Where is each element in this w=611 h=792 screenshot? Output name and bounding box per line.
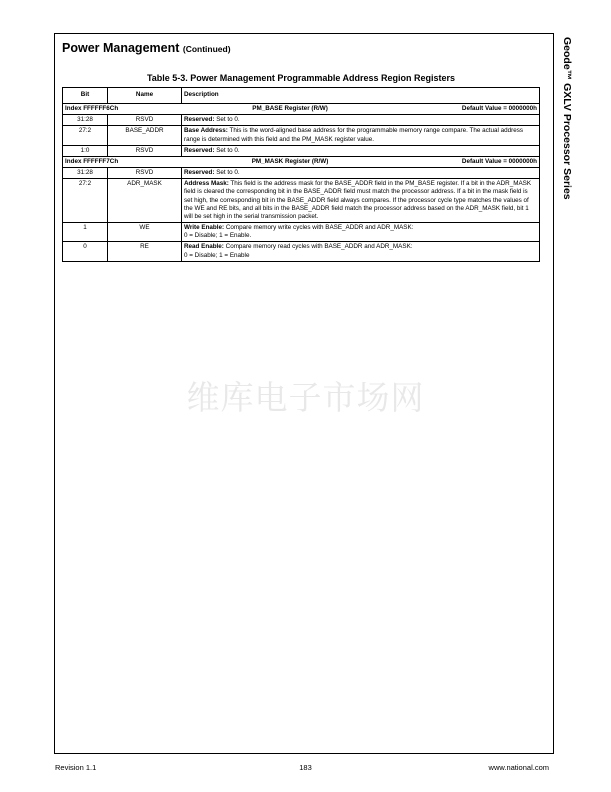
- cell-bit: 27:2: [63, 126, 108, 145]
- cell-name: RE: [108, 242, 182, 261]
- section-title: [62, 41, 231, 55]
- register-name: PM_BASE Register (R/W): [252, 105, 328, 112]
- cell-description: [182, 223, 540, 242]
- field-text: Set to 0.: [214, 146, 240, 154]
- header-bit: Bit: [63, 88, 108, 104]
- table-row: [63, 126, 540, 145]
- footer-revision: Revision 1.1: [55, 763, 97, 772]
- register-default: Default Value = 0000000h: [461, 105, 537, 112]
- cell-bit: 31:28: [63, 168, 108, 179]
- field-label: Write Enable:: [184, 224, 225, 232]
- register-index: Index FFFFFF7Ch: [65, 157, 119, 165]
- register-index-row: [63, 156, 540, 167]
- field-label: Base Address:: [184, 127, 228, 135]
- table-caption: Table 5-3. Power Management Programmable Address Region Registers: [146, 73, 456, 83]
- field-text-values: 0 = Disable; 1 = Enable: [184, 251, 250, 259]
- cell-name: WE: [108, 223, 182, 242]
- field-label: Address Mask:: [184, 180, 229, 188]
- footer-page-number: 183: [299, 763, 312, 772]
- field-label: Reserved:: [184, 116, 215, 124]
- cell-description: [182, 242, 540, 261]
- field-label: Reserved:: [184, 169, 215, 177]
- table-row: [63, 242, 540, 261]
- field-text-values: 0 = Disable; 1 = Enable.: [184, 232, 252, 240]
- cell-name: ADR_MASK: [108, 179, 182, 223]
- cell-name: RSVD: [108, 168, 182, 179]
- side-title-text: Geode™ GXLV Processor Series: [561, 37, 573, 200]
- table-header-row: [63, 88, 540, 104]
- register-name: PM_MASK Register (R/W): [251, 157, 329, 165]
- watermark: 维库电子市场网: [186, 378, 425, 417]
- field-text: This field is the address mask for the BASE_ADDR field in the PM_BASE register. If a bit in the ADR_MASK field is cleared the corresponding bit in the BASE_ADDR field must match the processor address. If a bit in the mask field is set high, the corresponding bit in the BASE_ADDR field always compares. If the processor cycle type matches the values of the WE and RE bits, and all bits in the BASE_ADDR field match the processor address based on the ADR_MASK field, bit 1 will be set high in the serial transmission packet.: [184, 180, 532, 220]
- cell-description: [182, 145, 540, 156]
- header-name: Name: [108, 88, 182, 104]
- section-continued: (Continued): [182, 44, 231, 54]
- table-row: [63, 115, 540, 126]
- cell-name: BASE_ADDR: [108, 126, 182, 145]
- cell-description: [182, 126, 540, 145]
- cell-bit: 1: [63, 223, 108, 242]
- table-row: [63, 223, 540, 242]
- cell-bit: 1:0: [63, 145, 108, 156]
- field-text: Compare memory read cycles with BASE_ADDR and ADR_MASK:: [223, 243, 413, 251]
- register-default: Default Value = 0000000h: [461, 157, 537, 165]
- field-text: Set to 0.: [214, 169, 240, 177]
- table-row: [63, 145, 540, 156]
- cell-description: [182, 115, 540, 126]
- cell-name: RSVD: [108, 115, 182, 126]
- cell-bit: 27:2: [63, 179, 108, 223]
- side-title: [558, 37, 574, 297]
- register-index: Index FFFFFF6Ch: [65, 105, 119, 112]
- cell-bit: 0: [63, 242, 108, 261]
- register-table: [62, 87, 540, 262]
- field-text: Set to 0.: [214, 116, 240, 124]
- table-row: [63, 168, 540, 179]
- cell-description: [182, 179, 540, 223]
- section-title-text: Power Management: [62, 41, 180, 55]
- field-label: Reserved:: [184, 146, 215, 154]
- header-description: Description: [182, 88, 540, 104]
- field-label: Read Enable:: [184, 243, 224, 251]
- cell-name: RSVD: [108, 145, 182, 156]
- cell-description: [182, 168, 540, 179]
- cell-bit: 31:28: [63, 115, 108, 126]
- register-index-row: [63, 104, 540, 115]
- field-text: This is the word-aligned base address for the programmable memory range compare. The actual address range is determined with this field and the PM_MASK register value.: [184, 127, 524, 143]
- field-text: Compare memory write cycles with BASE_ADDR and ADR_MASK:: [224, 224, 414, 232]
- footer-website: www.national.com: [488, 763, 549, 772]
- table-row: [63, 179, 540, 223]
